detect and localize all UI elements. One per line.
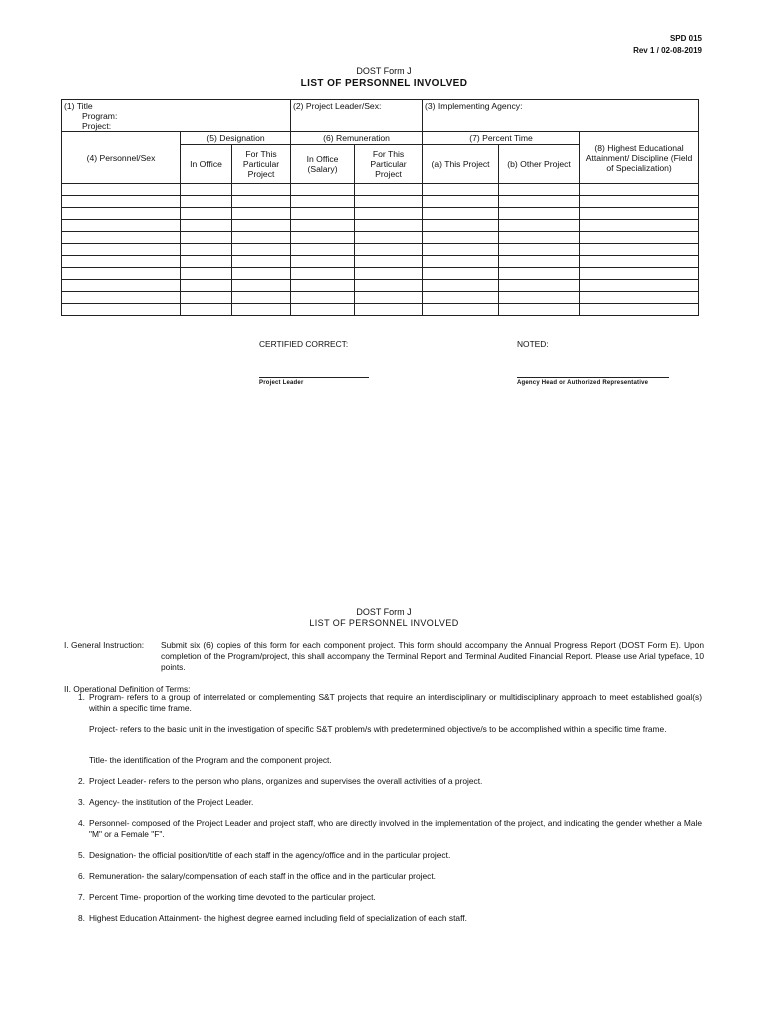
table-cell[interactable] [423,304,499,316]
definition-percent-time: Percent Time- proportion of the working time devoted to the particular project. [89,892,376,902]
definition-3: 3. Agency- the institution of the Project Leader. [78,797,702,808]
table-cell[interactable] [232,280,291,292]
table-cell[interactable] [181,304,232,316]
form-header [0,66,768,90]
table-cell[interactable] [291,196,355,208]
table-cell[interactable] [499,256,580,268]
table-cell[interactable] [355,280,423,292]
project-leader-label: (2) Project Leader/Sex: [293,101,382,111]
table-cell[interactable] [499,244,580,256]
definition-8: 8. Highest Education Attainment- the highest degree earned including field of specialization of each staff. [78,913,702,924]
form-title: LIST OF PERSONNEL INVOLVED [300,78,468,89]
table-cell[interactable] [355,244,423,256]
operational-definitions-label: II. Operational Definition of Terms: [64,684,191,694]
table-cell[interactable] [181,220,232,232]
definition-personnel: Personnel- composed of the Project Leader and project staff, who are directly involved in the implementation of the project, and indicating the gender whether a Male "M" or a Female "F". [89,818,702,839]
table-cell[interactable] [355,196,423,208]
table-cell[interactable] [580,292,699,304]
table-cell[interactable] [62,196,181,208]
table-cell[interactable] [232,256,291,268]
instructions-form-name: DOST Form J [356,607,412,617]
agency-head-signature-line[interactable] [517,377,669,378]
table-cell[interactable] [580,220,699,232]
table-cell[interactable] [181,292,232,304]
table-cell[interactable] [291,184,355,196]
project-leader-caption: Project Leader [259,380,304,386]
definition-1: 1. Program- refers to a group of interrelated or complementing S&T projects that require an interdisciplinary or multidisciplinary approach to meet established goal(s) within a specific time frame. [78,692,702,713]
instructions-header [0,607,768,629]
form-reference [633,33,702,57]
table-cell[interactable] [62,208,181,220]
table-cell[interactable] [62,304,181,316]
table-cell[interactable] [580,304,699,316]
table-cell[interactable] [232,196,291,208]
remuneration-in-office-header: In Office (Salary) [291,145,355,184]
table-cell[interactable] [62,232,181,244]
table-cell[interactable] [580,244,699,256]
table-cell[interactable] [423,292,499,304]
percent-this-project-header: (a) This Project [423,145,499,184]
table-row [62,196,699,208]
table-cell[interactable] [355,184,423,196]
definition-agency: Agency- the institution of the Project Leader. [89,797,254,807]
table-cell[interactable] [580,268,699,280]
table-cell[interactable] [291,280,355,292]
table-row [62,220,699,232]
table-cell[interactable] [291,292,355,304]
table-cell[interactable] [355,292,423,304]
definition-7: 7. Percent Time- proportion of the working time devoted to the particular project. [78,892,702,903]
table-cell[interactable] [232,268,291,280]
form-name: DOST Form J [356,66,412,76]
implementing-agency-label: (3) Implementing Agency: [425,101,523,111]
table-cell[interactable] [181,268,232,280]
table-cell[interactable] [355,220,423,232]
table-cell[interactable] [181,280,232,292]
table-cell[interactable] [291,268,355,280]
table-cell[interactable] [291,304,355,316]
table-row [62,208,699,220]
education-header: (8) Highest Educational Attainment/ Discipline (Field of Specialization) [580,132,699,184]
definition-6: 6. Remuneration- the salary/compensation of each staff in the office and in the particular project. [78,871,702,882]
project-leader-signature-line[interactable] [259,377,369,378]
program-label: Program: [82,111,118,121]
table-cell[interactable] [181,256,232,268]
project-label: Project: [82,121,112,131]
table-cell[interactable] [291,232,355,244]
table-cell[interactable] [181,244,232,256]
table-cell[interactable] [181,232,232,244]
table-cell[interactable] [499,280,580,292]
table-cell[interactable] [499,208,580,220]
definition-project: Project- refers to the basic unit in the investigation of specific S&T problem/s with predetermined objective/s to be accomplished within a specific time frame. [89,724,667,734]
table-cell[interactable] [232,232,291,244]
table-cell[interactable] [291,220,355,232]
definition-project-leader: Project Leader- refers to the person who plans, organizes and supervises the overall activities of a project. [89,776,483,786]
table-cell[interactable] [355,304,423,316]
general-instruction [64,640,704,673]
title-cell [62,100,291,132]
definition-program: Program- refers to a group of interrelated or complementing S&T projects that require an interdisciplinary or multidisciplinary approach to meet established goal(s) within a specific time frame. [89,692,702,713]
table-row [62,244,699,256]
table-cell[interactable] [423,196,499,208]
designation-in-office-header: In Office [181,145,232,184]
table-cell[interactable] [62,256,181,268]
table-cell[interactable] [423,208,499,220]
table-cell[interactable] [181,184,232,196]
table-row [62,232,699,244]
table-cell[interactable] [62,280,181,292]
form-revision: Rev 1 / 02-08-2019 [633,46,702,55]
table-cell[interactable] [62,292,181,304]
table-cell[interactable] [355,256,423,268]
instructions-form-title: LIST OF PERSONNEL INVOLVED [309,618,459,628]
table-cell[interactable] [291,208,355,220]
project-leader-cell [291,100,423,132]
table-cell[interactable] [62,220,181,232]
table-cell[interactable] [580,232,699,244]
table-cell[interactable] [580,208,699,220]
table-cell[interactable] [423,268,499,280]
remuneration-header: (6) Remuneration [291,132,423,145]
table-cell[interactable] [355,268,423,280]
table-cell[interactable] [232,292,291,304]
table-cell[interactable] [580,280,699,292]
noted-label: NOTED: [517,339,549,349]
table-cell[interactable] [423,220,499,232]
table-cell[interactable] [423,184,499,196]
table-cell[interactable] [499,292,580,304]
table-cell[interactable] [499,304,580,316]
table-row [62,184,699,196]
table-cell[interactable] [291,244,355,256]
table-cell[interactable] [580,196,699,208]
definition-remuneration: Remuneration- the salary/compensation of each staff in the office and in the particular project. [89,871,436,881]
table-cell[interactable] [355,208,423,220]
table-cell[interactable] [355,232,423,244]
table-cell[interactable] [423,280,499,292]
table-cell[interactable] [499,268,580,280]
personnel-table [61,99,699,316]
certified-correct-label: CERTIFIED CORRECT: [259,339,349,349]
table-row [62,256,699,268]
designation-project-header: For This Particular Project [232,145,291,184]
table-row [62,304,699,316]
table-cell[interactable] [499,184,580,196]
definition-5: 5. Designation- the official position/title of each staff in the agency/office and in the particular project. [78,850,702,861]
title-label: (1) Title [64,101,93,111]
table-row [62,292,699,304]
table-cell[interactable] [423,232,499,244]
table-cell[interactable] [291,256,355,268]
table-cell[interactable] [499,232,580,244]
table-row [62,280,699,292]
implementing-agency-cell [423,100,699,132]
table-cell[interactable] [580,256,699,268]
table-cell[interactable] [423,244,499,256]
definition-4: 4. Personnel- composed of the Project Leader and project staff, who are directly involved in the implementation of the project, and indicating the gender whether a Male "M" or a Female "F". [78,818,702,839]
table-cell[interactable] [62,184,181,196]
general-instruction-text: Submit six (6) copies of this form for each component project. This form should accompany the Annual Progress Report (DOST Form E). Upon completion of the Program/project, this shall accompany the Terminal Report and Terminal Audited Financial Report. Please use Arial typeface, 10 points. [161,640,704,672]
table-cell[interactable] [181,196,232,208]
table-cell[interactable] [62,268,181,280]
table-cell[interactable] [232,244,291,256]
general-instruction-label: I. General Instruction: [64,640,145,650]
personnel-header: (4) Personnel/Sex [62,132,181,184]
table-row [62,268,699,280]
table-cell[interactable] [232,184,291,196]
designation-header: (5) Designation [181,132,291,145]
percent-time-header: (7) Percent Time [423,132,580,145]
form-code: SPD 015 [669,34,702,43]
definition-title: Title- the identification of the Program and the component project. [89,755,332,765]
table-cell[interactable] [181,208,232,220]
definition-education: Highest Education Attainment- the highest degree earned including field of specialization of each staff. [89,913,467,923]
remuneration-project-header: For This Particular Project [355,145,423,184]
definition-2: 2. Project Leader- refers to the person who plans, organizes and supervises the overall activities of a project. [78,776,702,787]
table-cell[interactable] [232,220,291,232]
table-cell[interactable] [232,208,291,220]
table-cell[interactable] [499,196,580,208]
definition-designation: Designation- the official position/title of each staff in the agency/office and in the particular project. [89,850,451,860]
table-cell[interactable] [62,244,181,256]
table-cell[interactable] [580,184,699,196]
table-cell[interactable] [232,304,291,316]
percent-other-project-header: (b) Other Project [499,145,580,184]
table-cell[interactable] [423,256,499,268]
agency-head-caption: Agency Head or Authorized Representative [517,380,649,386]
table-body [62,184,699,316]
table-cell[interactable] [499,220,580,232]
